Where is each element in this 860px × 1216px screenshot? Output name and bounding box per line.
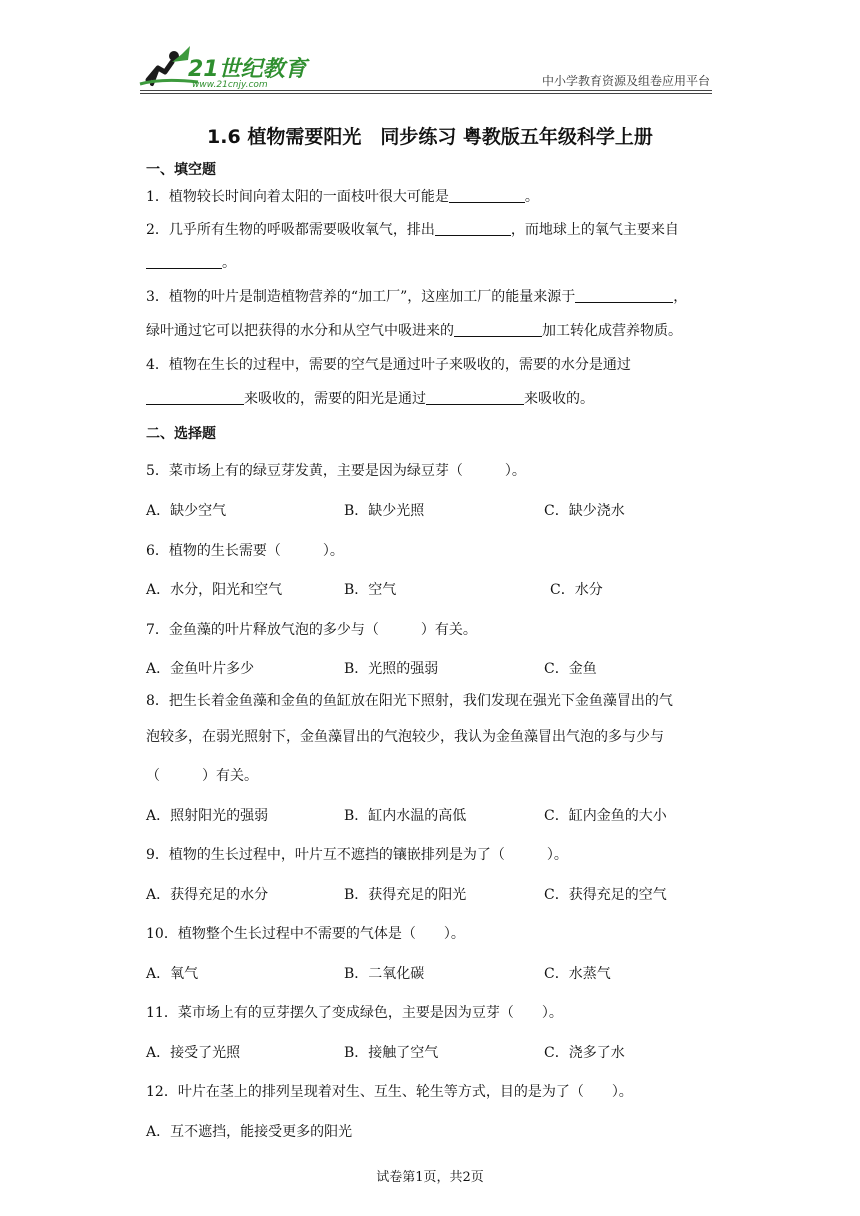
q6-option-b[interactable]: B．空气 (344, 582, 397, 598)
question-4 (146, 354, 631, 374)
question-11: 11．菜市场上有的豆芽摆久了变成绿色，主要是因为豆芽（ ）。 (146, 1005, 563, 1021)
answer-blank[interactable] (146, 254, 222, 269)
question-8-line1: 8．把生长着金鱼藻和金鱼的鱼缸放在阳光下照射，我们发现在强光下金鱼藻冒出的气 (146, 693, 673, 709)
answer-blank[interactable] (146, 390, 244, 405)
logo (138, 44, 318, 94)
q5-option-a[interactable]: A．缺少空气 (146, 503, 227, 519)
answer-blank[interactable] (575, 288, 673, 303)
question-8-line3: （ ）有关。 (146, 768, 258, 784)
q8-option-c[interactable]: C．缸内金鱼的大小 (544, 808, 667, 824)
page-title: 1.6 植物需要阳光 同步练习 粤教版五年级科学上册 (207, 126, 653, 148)
question-2 (146, 219, 679, 239)
q12-option-a[interactable]: A．互不遮挡，能接受更多的阳光 (146, 1124, 353, 1140)
answer-blank[interactable] (449, 188, 525, 203)
q11-option-a[interactable]: A．接受了光照 (146, 1045, 241, 1061)
answer-blank[interactable] (454, 322, 542, 337)
section-choice-heading: 二、选择题 (146, 426, 216, 442)
q3-text-c: 绿叶通过它可以把获得的水分和从空气中吸进来的 (146, 323, 454, 339)
header-rule-2 (140, 93, 712, 94)
q3-text-b: ， (673, 289, 688, 305)
answer-blank[interactable] (426, 390, 524, 405)
question-8-line2: 泡较多，在弱光照射下，金鱼藻冒出的气泡较少，我认为金鱼藻冒出气泡的多与少与 (146, 729, 664, 745)
q8-option-b[interactable]: B．缸内水温的高低 (344, 808, 467, 824)
q7-option-c[interactable]: C．金鱼 (544, 661, 597, 677)
q9-option-b[interactable]: B．获得充足的阳光 (344, 887, 467, 903)
q11-option-c[interactable]: C．浇多了水 (544, 1045, 625, 1061)
question-6: 6．植物的生长需要（ ）。 (146, 543, 344, 559)
q10-option-a[interactable]: A．氧气 (146, 966, 199, 982)
q4-text-c: 来吸收的。 (524, 391, 594, 407)
q8-option-a[interactable]: A．照射阳光的强弱 (146, 808, 269, 824)
q4-text-b: 来吸收的，需要的阳光是通过 (244, 391, 426, 407)
q1-text: 1．植物较长时间向着太阳的一面枝叶很大可能是 (146, 189, 449, 205)
q2-text-b: ，而地球上的氧气主要来自 (510, 222, 679, 238)
question-4-cont (146, 388, 594, 408)
q10-option-c[interactable]: C．水蒸气 (544, 966, 611, 982)
header-rule (140, 90, 712, 91)
q5-option-c[interactable]: C．缺少浇水 (544, 503, 625, 519)
q7-option-a[interactable]: A．金鱼叶片多少 (146, 661, 255, 677)
question-7: 7．金鱼藻的叶片释放气泡的多少与（ ）有关。 (146, 622, 477, 638)
question-3 (146, 286, 687, 306)
platform-name: 中小学教育资源及组卷应用平台 (541, 74, 710, 88)
q9-option-c[interactable]: C．获得充足的空气 (544, 887, 667, 903)
q9-option-a[interactable]: A．获得充足的水分 (146, 887, 269, 903)
answer-blank[interactable] (435, 221, 511, 236)
q7-option-b[interactable]: B．光照的强弱 (344, 661, 439, 677)
q1-end: 。 (524, 189, 539, 205)
question-5: 5．菜市场上有的绿豆芽发黄，主要是因为绿豆芽（ ）。 (146, 463, 526, 479)
question-2-cont (146, 252, 236, 272)
q4-text-a: 4．植物在生长的过程中，需要的空气是通过叶子来吸收的，需要的水分是通过 (146, 357, 631, 373)
question-12: 12．叶片在茎上的排列呈现着对生、互生、轮生等方式，目的是为了（ ）。 (146, 1084, 633, 1100)
q3-text-a: 3．植物的叶片是制造植物营养的“加工厂”，这座加工厂的能量来源于 (146, 289, 576, 305)
question-9: 9．植物的生长过程中，叶片互不遮挡的镶嵌排列是为了（ ）。 (146, 847, 568, 863)
logo-text: 21世纪教育 (188, 57, 307, 82)
q6-option-a[interactable]: A．水分，阳光和空气 (146, 582, 283, 598)
question-10: 10．植物整个生长过程中不需要的气体是（ ）。 (146, 926, 465, 942)
section-fill-heading: 一、填空题 (146, 162, 216, 178)
q2-text-a: 2．几乎所有生物的呼吸都需要吸收氧气，排出 (146, 222, 435, 238)
q3-text-d: 加工转化成营养物质。 (542, 323, 682, 339)
q5-option-b[interactable]: B．缺少光照 (344, 503, 425, 519)
question-1 (146, 186, 539, 206)
page-footer: 试卷第1页，共2页 (376, 1170, 484, 1185)
logo-url: www.21cnjy.com (192, 80, 268, 90)
q10-option-b[interactable]: B．二氧化碳 (344, 966, 425, 982)
question-3-cont (146, 320, 682, 340)
q6-option-c[interactable]: C．水分 (550, 582, 603, 598)
q2-end: 。 (222, 255, 236, 271)
q11-option-b[interactable]: B．接触了空气 (344, 1045, 439, 1061)
